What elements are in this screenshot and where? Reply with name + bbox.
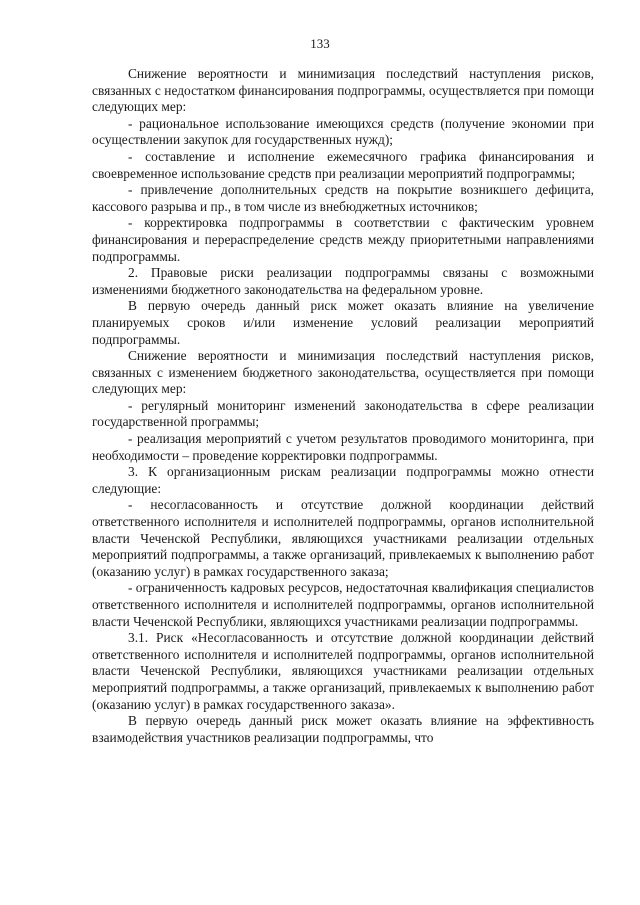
paragraph: 3. К организационным рискам реализации подпрограммы можно отнести следующие: [92, 464, 594, 496]
paragraph: 2. Правовые риски реализации подпрограммы связаны с возможными изменениями бюджетного законодательства на федеральном уровне. [92, 265, 594, 297]
paragraph: В первую очередь данный риск может оказать влияние на эффективность взаимодействия участников реализации подпрограммы, что [92, 713, 594, 745]
list-item: - реализация мероприятий с учетом результатов проводимого мониторинга, при необходимости – проведение корректировки подпрограммы. [92, 431, 594, 463]
list-item: - несогласованность и отсутствие должной координации действий ответственного исполнителя и исполнителей подпрограммы, органов исполнительной власти Чеченской Республики, являющихся участниками реализации отдельных мероприятий подпрограммы, а также организаций, привлекаемых к выполнению работ (оказанию услуг) в рамках государственного заказа; [92, 497, 594, 579]
list-item: - регулярный мониторинг изменений законодательства в сфере реализации государственной программы; [92, 397, 594, 430]
list-item: - ограниченность кадровых ресурсов, недостаточная квалификация специалистов ответственного исполнителя и исполнителей подпрограммы, органов исполнительной власти Чеченской Республики, являющихся участниками реализации подпрограммы. [92, 580, 594, 629]
list-item: - корректировка подпрограммы в соответствии с фактическим уровнем финансирования и перераспределение средств между приоритетными направлениями подпрограммы. [92, 215, 594, 264]
paragraph: В первую очередь данный риск может оказать влияние на увеличение планируемых сроков и/или изменение условий реализации мероприятий подпрограммы. [92, 298, 594, 347]
list-item: - привлечение дополнительных средств на покрытие возникшего дефицита, кассового разрыва и пр., в том числе из внебюджетных источников; [92, 182, 594, 214]
list-item: - составление и исполнение ежемесячного графика финансирования и своевременное использование средств при реализации мероприятий подпрограммы; [92, 148, 594, 181]
paragraph: 3.1. Риск «Несогласованность и отсутствие должной координации действий ответственного исполнителя и исполнителей подпрограммы, органов исполнительной власти Чеченской Республики, являющихся участниками реализации отдельных мероприятий подпрограммы, а также организаций, привлекаемых к выполнению работ (оказанию услуг) в рамках государственного заказа». [92, 630, 594, 712]
page-number: 133 [310, 36, 330, 51]
body-text [92, 66, 594, 746]
paragraph: Снижение вероятности и минимизация последствий наступления рисков, связанных с недостатком финансирования подпрограммы, осуществляется при помощи следующих мер: [92, 66, 594, 115]
paragraph: Снижение вероятности и минимизация последствий наступления рисков, связанных с изменением бюджетного законодательства, осуществляется при помощи следующих мер: [92, 348, 594, 397]
list-item: - рациональное использование имеющихся средств (получение экономии при осуществлении закупок для государственных нужд); [92, 115, 594, 148]
